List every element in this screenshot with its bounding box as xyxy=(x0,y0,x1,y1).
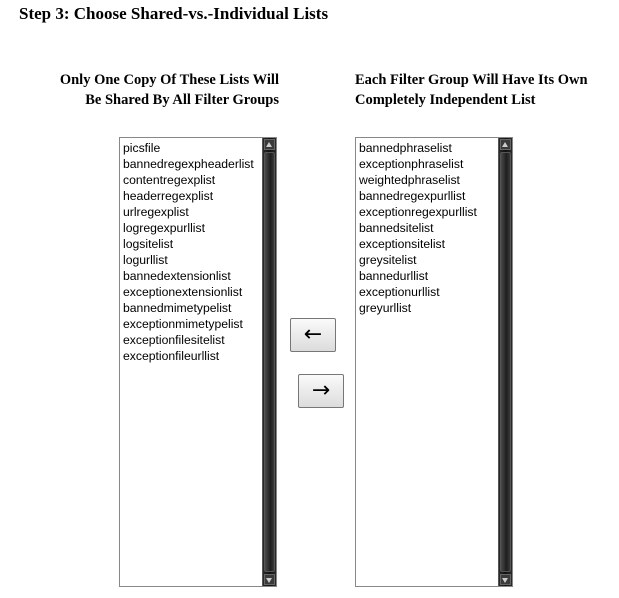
list-option[interactable]: contentregexplist xyxy=(123,173,216,187)
move-to-individual-button[interactable] xyxy=(298,374,344,408)
list-option[interactable]: bannedsitelist xyxy=(359,221,434,235)
list-option[interactable]: bannedregexpurllist xyxy=(359,189,466,203)
scroll-down-arrow-icon[interactable] xyxy=(500,574,511,585)
individual-listbox-scrollbar[interactable] xyxy=(498,138,512,586)
list-option[interactable]: logsitelist xyxy=(123,237,174,251)
list-option[interactable]: bannedregexpheaderlist xyxy=(123,157,254,171)
list-option[interactable]: bannedmimetypelist xyxy=(123,301,232,315)
list-option[interactable]: greyurllist xyxy=(359,301,412,315)
shared-lists-options[interactable] xyxy=(120,138,264,364)
list-option[interactable]: bannedphraselist xyxy=(359,141,452,155)
shared-heading-line1: Only One Copy Of These Lists Will xyxy=(59,72,279,88)
scroll-down-arrow-icon[interactable] xyxy=(264,574,275,585)
list-option[interactable]: bannedextensionlist xyxy=(123,269,231,283)
list-option[interactable]: exceptionextensionlist xyxy=(123,285,243,299)
scroll-thumb[interactable] xyxy=(264,152,275,572)
individual-heading-line1: Each Filter Group Will Have Its Own xyxy=(355,72,588,88)
list-option[interactable]: weightedphraselist xyxy=(359,173,460,187)
list-option[interactable]: bannedurllist xyxy=(359,269,429,283)
right-arrow-icon: → xyxy=(311,378,331,403)
left-arrow-icon: ← xyxy=(303,322,323,347)
shared-lists-heading xyxy=(60,70,279,110)
individual-heading-line2: Completely Independent List xyxy=(355,92,536,108)
page-title: Step 3: Choose Shared-vs.-Individual Lists xyxy=(19,4,329,23)
list-option[interactable]: urlregexplist xyxy=(123,205,189,219)
list-option[interactable]: exceptionfileurllist xyxy=(123,349,220,363)
list-option[interactable]: exceptionsitelist xyxy=(359,237,446,251)
list-option[interactable]: greysitelist xyxy=(359,253,417,267)
scroll-thumb[interactable] xyxy=(500,152,511,572)
list-option[interactable]: headerregexplist xyxy=(123,189,214,203)
list-option[interactable]: exceptionmimetypelist xyxy=(123,317,243,331)
list-option[interactable]: exceptionurllist xyxy=(359,285,440,299)
move-to-shared-button[interactable] xyxy=(290,318,336,352)
list-option[interactable]: logurllist xyxy=(123,253,168,267)
list-option[interactable]: exceptionphraselist xyxy=(359,157,464,171)
shared-heading-line2: Be Shared By All Filter Groups xyxy=(85,92,279,108)
scroll-up-arrow-icon[interactable] xyxy=(264,139,275,150)
list-option[interactable]: logregexpurllist xyxy=(123,221,205,235)
scroll-up-arrow-icon[interactable] xyxy=(500,139,511,150)
list-option[interactable]: exceptionfilesitelist xyxy=(123,333,225,347)
list-option[interactable]: picsfile xyxy=(123,141,161,155)
shared-listbox-scrollbar[interactable] xyxy=(262,138,276,586)
individual-lists-heading xyxy=(355,70,588,110)
individual-lists-options[interactable] xyxy=(356,138,500,316)
shared-lists-listbox[interactable] xyxy=(119,137,277,587)
individual-lists-listbox[interactable] xyxy=(355,137,513,587)
list-option[interactable]: exceptionregexpurllist xyxy=(359,205,477,219)
